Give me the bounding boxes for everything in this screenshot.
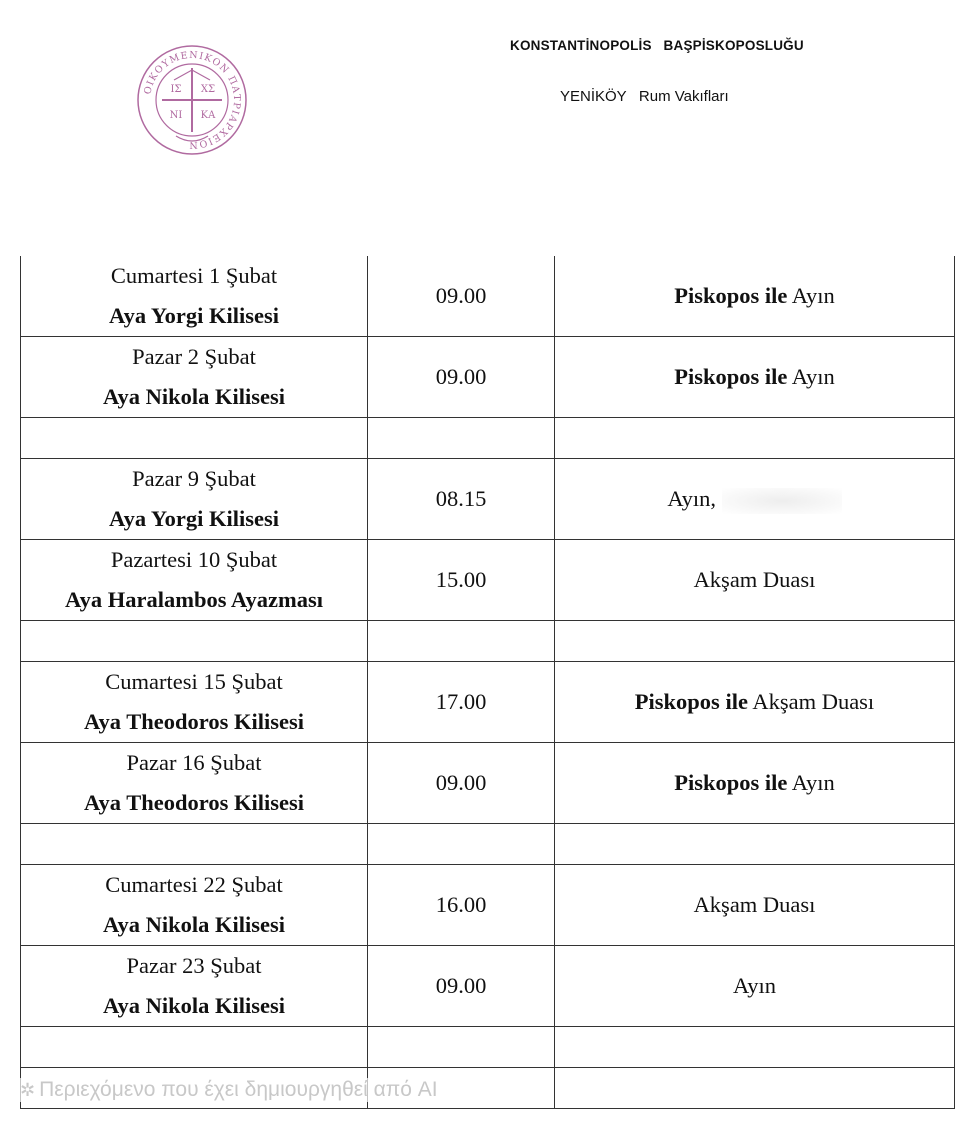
church-name: Aya Yorgi Kilisesi (109, 303, 279, 328)
time-value: 16.00 (435, 892, 487, 917)
date-church-cell (21, 418, 368, 459)
day-label: Pazartesi 10 Şubat (110, 547, 278, 572)
date-church-cell (21, 946, 368, 1027)
time-cell (368, 540, 555, 621)
sparkle-icon: ✲ (20, 1080, 36, 1100)
blurred-text (722, 488, 842, 514)
date-church-cell (21, 459, 368, 540)
empty-row (21, 418, 955, 459)
church-name: Aya Theodoros Kilisesi (83, 790, 305, 815)
time-cell (368, 418, 555, 459)
time-value: 09.00 (435, 770, 487, 795)
day-label: Cumartesi 1 Şubat (110, 263, 278, 288)
time-cell (368, 621, 555, 662)
service-label: Akşam Duası (693, 567, 816, 592)
ai-generated-notice (20, 1078, 438, 1102)
service-label: Ayın (791, 770, 835, 795)
empty-row (21, 621, 955, 662)
service-cell (555, 1027, 955, 1068)
time-cell (368, 824, 555, 865)
table-row (21, 743, 955, 824)
table-row (21, 662, 955, 743)
svg-text:ΟΙΚΟΥΜΕΝΙΚΟΝ ΠΑΤΡΙΑΡΧΕΙΟΝ: ΟΙΚΟΥΜΕΝΙΚΟΝ ΠΑΤΡΙΑΡΧΕΙΟΝ (142, 49, 243, 151)
svg-text:ΚΑ: ΚΑ (200, 110, 216, 121)
date-church-cell (21, 824, 368, 865)
service-bold-label: Piskopos ile (674, 770, 788, 795)
service-label: Ayın (791, 364, 835, 389)
church-name: Aya Nikola Kilisesi (102, 384, 286, 409)
table-row (21, 256, 955, 337)
service-cell (555, 662, 955, 743)
svg-text:ΧΣ: ΧΣ (200, 84, 216, 95)
service-cell (555, 337, 955, 418)
time-cell (368, 459, 555, 540)
day-label: Cumartesi 15 Şubat (105, 669, 283, 694)
service-cell (555, 418, 955, 459)
service-bold-label: Piskopos ile (674, 283, 788, 308)
time-cell (368, 256, 555, 337)
table-row (21, 337, 955, 418)
date-church-cell (21, 865, 368, 946)
date-church-cell (21, 621, 368, 662)
date-church-cell (21, 540, 368, 621)
time-value: 08.15 (435, 486, 487, 511)
day-label: Pazar 16 Şubat (126, 750, 262, 775)
service-cell (555, 946, 955, 1027)
ai-notice-text: Περιεχόμενο που έχει δημιουργηθεί από AI (39, 1078, 438, 1101)
time-value: 17.00 (435, 689, 487, 714)
time-value: 09.00 (435, 364, 487, 389)
table-row (21, 946, 955, 1027)
org-name: KONSTANTİNOPOLİS BAŞPİSKOPOSLUĞU (510, 38, 804, 53)
date-church-cell (21, 256, 368, 337)
church-name: Aya Nikola Kilisesi (102, 912, 286, 937)
service-label: Akşam Duası (693, 892, 816, 917)
day-label: Pazar 2 Şubat (132, 344, 256, 369)
church-name: Aya Haralambos Ayazması (65, 587, 323, 612)
svg-text:ΝΙ: ΝΙ (169, 110, 183, 121)
table-row (21, 459, 955, 540)
service-cell (555, 621, 955, 662)
service-cell (555, 540, 955, 621)
time-cell (368, 662, 555, 743)
day-label: Cumartesi 22 Şubat (105, 872, 283, 897)
time-cell (368, 743, 555, 824)
date-church-cell (21, 337, 368, 418)
patriarchate-seal-logo (136, 44, 248, 156)
service-bold-label: Piskopos ile (634, 689, 748, 714)
time-value: 15.00 (435, 567, 487, 592)
service-label: Akşam Duası (752, 689, 875, 714)
service-cell (555, 459, 955, 540)
service-label: Ayın, (667, 486, 716, 511)
time-cell (368, 865, 555, 946)
service-bold-label: Piskopos ile (674, 364, 788, 389)
service-cell (555, 256, 955, 337)
time-value: 09.00 (435, 283, 487, 308)
table-row (21, 540, 955, 621)
church-name: Aya Nikola Kilisesi (102, 993, 286, 1018)
day-label: Pazar 9 Şubat (132, 466, 256, 491)
service-cell (555, 743, 955, 824)
church-name: Aya Theodoros Kilisesi (83, 709, 305, 734)
schedule-table (20, 256, 955, 1109)
day-label: Pazar 23 Şubat (126, 953, 262, 978)
time-cell (368, 1027, 555, 1068)
date-church-cell (21, 743, 368, 824)
service-cell (555, 865, 955, 946)
empty-row (21, 824, 955, 865)
church-name: Aya Yorgi Kilisesi (109, 506, 279, 531)
time-cell (368, 337, 555, 418)
service-label: Ayın (791, 283, 835, 308)
service-cell (555, 1068, 955, 1109)
time-cell (368, 946, 555, 1027)
date-church-cell (21, 662, 368, 743)
time-value: 09.00 (435, 973, 487, 998)
sub-name: YENİKÖY Rum Vakıfları (560, 88, 729, 105)
service-label: Ayın (733, 973, 776, 998)
date-church-cell (21, 1027, 368, 1068)
table-row (21, 865, 955, 946)
svg-text:ΙΣ: ΙΣ (170, 84, 182, 95)
empty-row (21, 1027, 955, 1068)
service-cell (555, 824, 955, 865)
